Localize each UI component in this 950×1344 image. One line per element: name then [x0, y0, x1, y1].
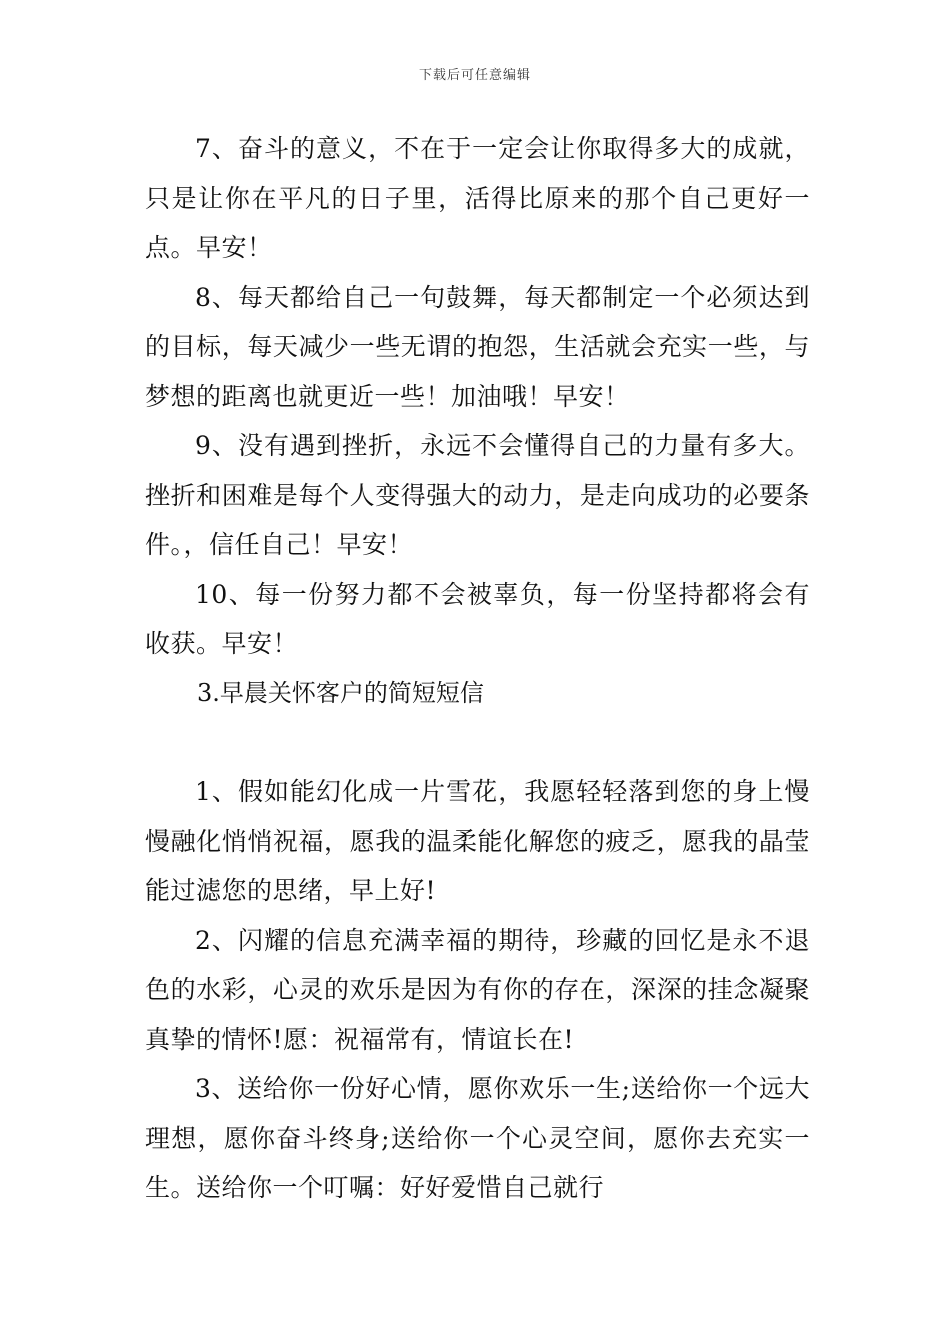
paragraph-8: 8、每天都给自己一句鼓舞，每天都制定一个必须达到的目标，每天减少一些无谓的抱怨，生活就会充实一些，与梦想的距离也就更近一些！加油哦！早安！	[145, 282, 810, 411]
paragraph-7: 7、奋斗的意义，不在于一定会让你取得多大的成就，只是让你在平凡的日子里，活得比原来的那个自己更好一点。早安！	[145, 134, 810, 262]
section-heading: 3.早晨关怀客户的简短短信	[197, 678, 484, 707]
paragraph-1: 1、假如能幻化成一片雪花，我愿轻轻落到您的身上慢慢融化悄悄祝福，愿我的温柔能化解您的疲乏，愿我的晶莹能过滤您的思绪，早上好!	[145, 777, 810, 905]
paragraph-9: 9、没有遇到挫折，永远不会懂得自己的力量有多大。挫折和困难是每个人变得强大的动力，是走向成功的必要条件。，信任自己！早安！	[145, 431, 810, 559]
blank-line	[145, 718, 810, 767]
paragraph-3: 3、送给你一份好心情，愿你欢乐一生;送给你一个远大理想，愿你奋斗终身;送给你一个心灵空间，愿你去充实一生。送给你一个叮嘱：好好爱惜自己就行	[145, 1074, 810, 1202]
document-body	[145, 124, 810, 1213]
page-header: 下载后可任意编辑	[418, 68, 531, 83]
paragraph-10: 10、每一份努力都不会被辜负，每一份坚持都将会有收获。早安！	[145, 579, 810, 658]
paragraph-2: 2、闪耀的信息充满幸福的期待，珍藏的回忆是永不退色的水彩，心灵的欢乐是因为有你的存在，深深的挂念凝聚真挚的情怀!愿：祝福常有，情谊长在!	[145, 925, 810, 1054]
